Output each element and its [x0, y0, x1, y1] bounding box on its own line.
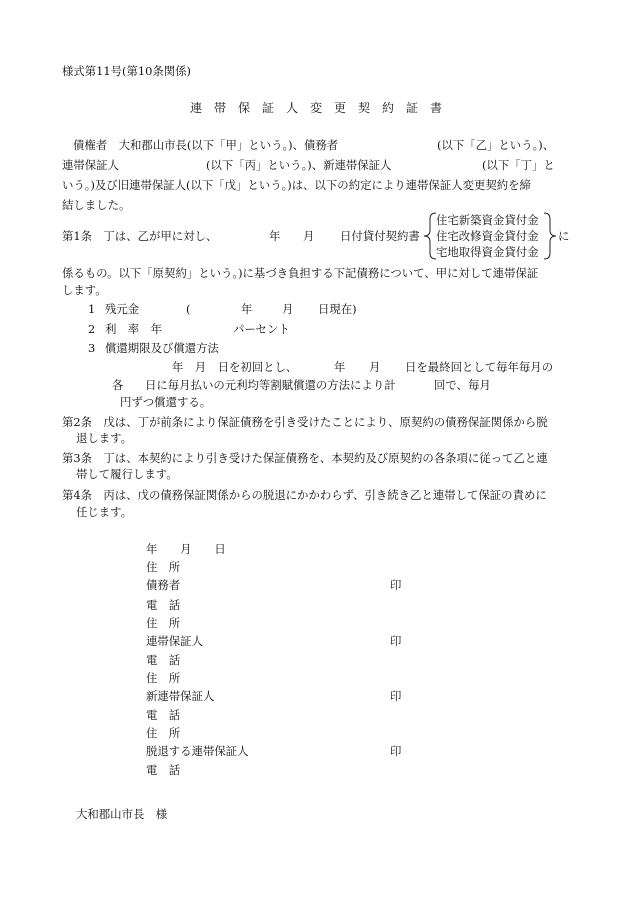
preamble-line2: 連帯保証人 — [62, 158, 119, 172]
preamble-line1-tail: (以下「乙」という。)、 — [437, 138, 555, 152]
article1-line3: します。 — [62, 283, 107, 297]
article3-line2: 帯して履行します。 — [76, 467, 178, 481]
item2-tail: パーセント — [233, 322, 290, 336]
preamble-line3: いう。)及び旧連帯保証人(以下「戊」という。)は、以下の約定により連帯保証人変更契約を締 — [62, 178, 531, 192]
article3-line1: 第3条 丁は、本契約により引き受けた保証債務を、本契約及び原契約の各条項に従って乙と連 — [62, 451, 548, 465]
preamble-line2-tail: (以下「丁」と — [482, 158, 555, 172]
debtor-seal: 印 — [390, 578, 402, 592]
item1-number: 1 — [88, 302, 96, 316]
item2-label: 利 率 年 — [105, 322, 162, 336]
item3-number: 3 — [88, 341, 96, 355]
new-guarantor-phone-label: 電 話 — [146, 708, 181, 722]
article4-line2: 任じます。 — [76, 505, 133, 519]
article1-after: に — [558, 229, 570, 243]
leaving-guarantor-phone-label: 電 話 — [146, 763, 181, 777]
signature-date: 年 月 日 — [146, 542, 226, 556]
item3-line2: 各 — [112, 378, 124, 392]
preamble-line2-mid: (以下「丙」という。)、新連帯保証人 — [206, 158, 392, 172]
form-number: 様式第11号(第10条関係) — [62, 64, 192, 78]
new-guarantor-address-label: 住 所 — [146, 671, 181, 685]
guarantor-phone-label: 電 話 — [146, 653, 181, 667]
loan-type-renovation: 住宅改修資金貸付金 — [436, 229, 539, 243]
leaving-guarantor-label: 脱退する連帯保証人 — [146, 744, 249, 758]
document-title: 連 帯 保 証 人 変 更 契 約 証 書 — [190, 101, 443, 115]
article2-line2: 退します。 — [76, 431, 133, 445]
item3-line1-month: 月 — [369, 360, 381, 374]
debtor-label: 債務者 — [146, 578, 181, 592]
new-guarantor-label: 新連帯保証人 — [146, 689, 215, 703]
article2-line1: 第2条 戊は、丁が前条により保証債務を引き受けたことにより、原契約の債務保証関係から脱 — [62, 415, 548, 429]
preamble-line4: 結しました。 — [62, 198, 131, 212]
article1-contract: 日付貸付契約書 — [340, 229, 420, 243]
leaving-guarantor-address-label: 住 所 — [146, 726, 181, 740]
preamble-line1: 債権者 大和郡山市長(以下「甲」という。)、債務者 — [73, 138, 339, 152]
article1-text: 第1条 丁は、乙が甲に対し、 — [62, 229, 218, 243]
guarantor-label: 連帯保証人 — [146, 634, 203, 648]
article4-line1: 第4条 丙は、戊の債務保証関係からの脱退にかかわらず、引き続き乙と連帯して保証の責めに — [62, 488, 547, 502]
item3-line1-tail: 日を最終回として毎年毎月の — [405, 360, 554, 374]
addressee: 大和郡山市長 様 — [76, 807, 168, 821]
new-guarantor-seal: 印 — [390, 689, 402, 703]
leaving-guarantor-seal: 印 — [390, 744, 402, 758]
item3-line2-tail: 回で、毎月 — [434, 378, 491, 392]
item3-line1: 年 月 日を初回とし、 — [172, 360, 298, 374]
item3-label: 償還期限及び償還方法 — [105, 341, 219, 355]
article1-line2: 係るもの。以下「原契約」という。)に基づき負担する下記債務について、甲に対して連帯保証 — [62, 266, 539, 280]
item3-line2-mid: 日に毎月払いの元利均等割賦償還の方法により計 — [145, 378, 396, 392]
debtor-phone-label: 電 話 — [146, 598, 181, 612]
item3-line1-year: 年 — [334, 360, 346, 374]
item1-year: 年 — [241, 302, 253, 316]
guarantor-address-label: 住 所 — [146, 616, 181, 630]
item1-paren: ( — [186, 302, 191, 316]
item2-number: 2 — [88, 322, 96, 336]
debtor-address-label: 住 所 — [146, 560, 181, 574]
article1-year: 年 — [269, 229, 281, 243]
item1-tail: 日現在) — [318, 302, 357, 316]
loan-type-land: 宅地取得資金貸付金 — [436, 245, 539, 259]
item1-month: 月 — [282, 302, 294, 316]
item3-line3: 円ずつ償還する。 — [120, 395, 212, 409]
item1-label: 残元金 — [105, 302, 140, 316]
loan-type-new-house: 住宅新築資金貸付金 — [436, 213, 539, 227]
article1-month: 月 — [303, 229, 315, 243]
guarantor-seal: 印 — [390, 634, 402, 648]
